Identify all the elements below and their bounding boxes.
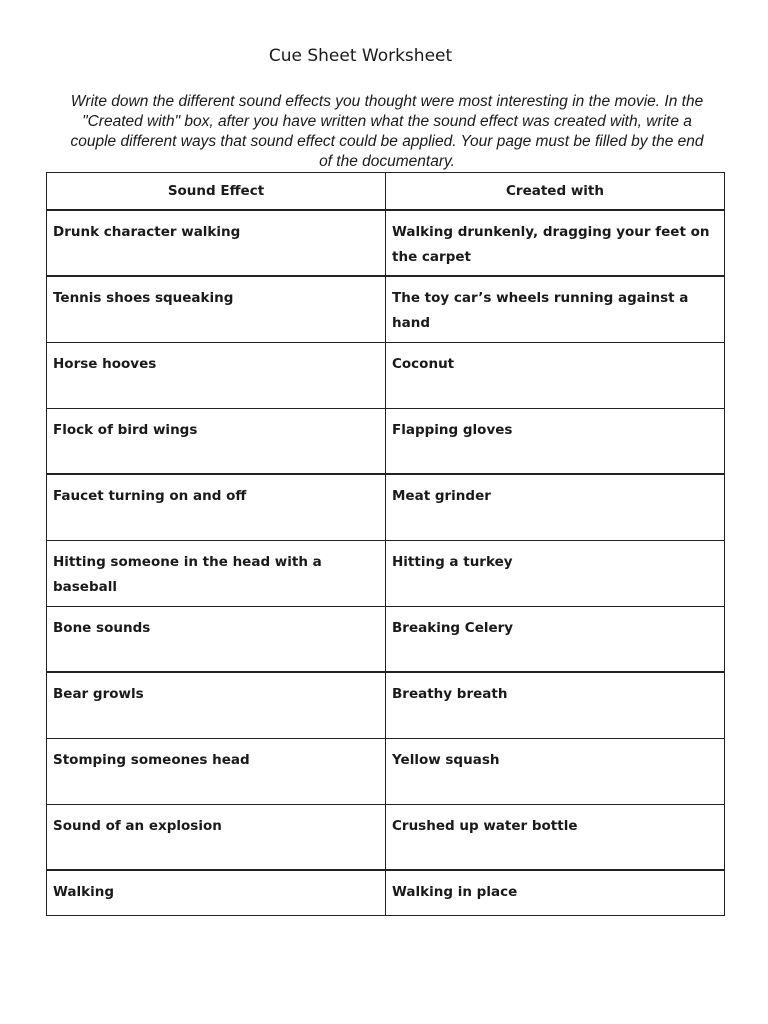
header-row [47, 173, 725, 211]
sound-effect-cell: Hitting someone in the head with a baseball [47, 540, 386, 606]
header-sound-effect: Sound Effect [47, 173, 386, 211]
created-with-cell: Flapping gloves [386, 408, 725, 474]
instructions-paragraph: Write down the different sound effects you thought were most interesting in the movie. In the "Created with" box, after you have written what the sound effect was created with, write a couple different ways that sound effect could be applied. Your page must be filled by the end of the documentary. [70, 93, 704, 170]
created-with-cell: Breaking Celery [386, 606, 725, 672]
table-row [47, 276, 725, 342]
sound-effect-cell: Tennis shoes squeaking [47, 276, 386, 342]
sound-effect-cell: Faucet turning on and off [47, 474, 386, 540]
table-row [47, 738, 725, 804]
created-with-cell: Crushed up water bottle [386, 804, 725, 870]
table-row [47, 342, 725, 408]
created-with-cell: Breathy breath [386, 672, 725, 738]
table-row [47, 540, 725, 606]
sound-effect-cell: Bear growls [47, 672, 386, 738]
created-with-cell: Meat grinder [386, 474, 725, 540]
sound-effect-cell: Sound of an explosion [47, 804, 386, 870]
created-with-cell: Hitting a turkey [386, 540, 725, 606]
table-row [47, 408, 725, 474]
cue-sheet-table [46, 172, 725, 916]
table-row [47, 474, 725, 540]
created-with-cell: Yellow squash [386, 738, 725, 804]
table-header [47, 173, 725, 211]
sound-effect-cell: Stomping someones head [47, 738, 386, 804]
table-body [47, 210, 725, 915]
table-row [47, 210, 725, 276]
created-with-cell: The toy car’s wheels running against a hand [386, 276, 725, 342]
table-row [47, 870, 725, 915]
sound-effect-cell: Bone sounds [47, 606, 386, 672]
page-title: Cue Sheet Worksheet [268, 46, 453, 66]
sound-effect-cell: Flock of bird wings [47, 408, 386, 474]
created-with-cell: Coconut [386, 342, 725, 408]
header-created-with: Created with [386, 173, 725, 211]
table-row [47, 804, 725, 870]
table-row [47, 672, 725, 738]
created-with-cell: Walking in place [386, 870, 725, 915]
table-row [47, 606, 725, 672]
created-with-cell: Walking drunkenly, dragging your feet on the carpet [386, 210, 725, 276]
sound-effect-cell: Walking [47, 870, 386, 915]
sound-effect-cell: Horse hooves [47, 342, 386, 408]
sound-effect-cell: Drunk character walking [47, 210, 386, 276]
